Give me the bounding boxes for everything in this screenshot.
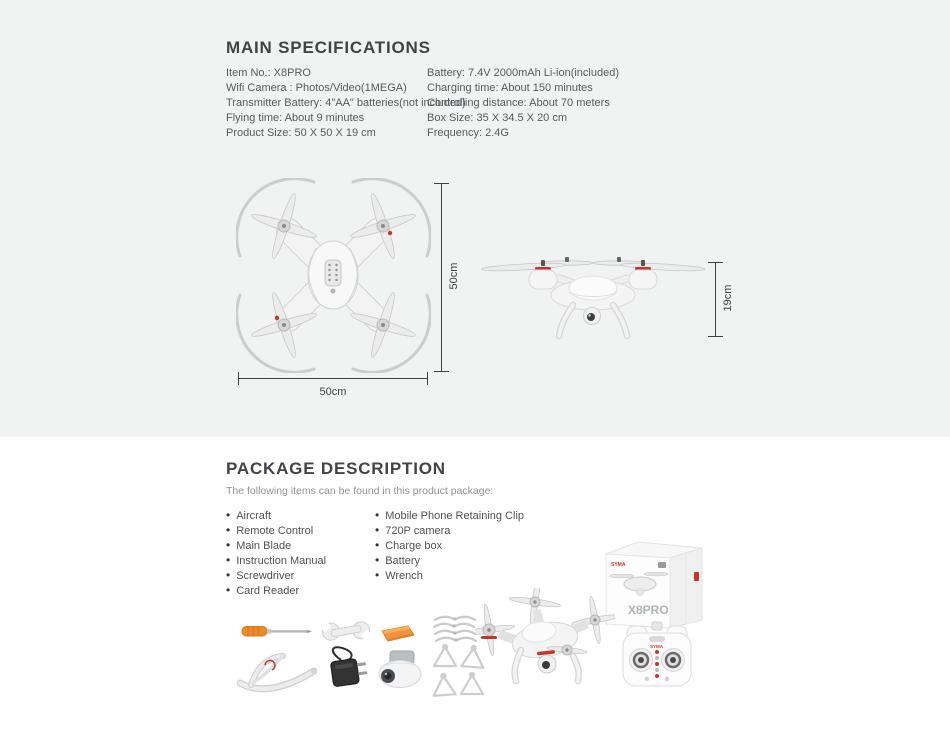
list-item: • Card Reader (226, 583, 326, 598)
main-blades-image (433, 612, 477, 642)
svg-text:SYMA: SYMA (650, 644, 664, 649)
spec-flying-time: Flying time: About 9 minutes (226, 112, 365, 124)
dim-label-50cm-vertical: 50cm (448, 262, 460, 290)
specs-title: MAIN SPECIFICATIONS (226, 38, 431, 57)
spec-box-size: Box Size: 35 X 34.5 X 20 cm (427, 112, 568, 124)
list-item: • Wrench (375, 568, 524, 583)
spec-charging-time: Charging time: About 150 minutes (427, 82, 593, 94)
specs-column-left (226, 66, 466, 141)
phone-clip-image (237, 645, 317, 695)
list-item: • Aircraft (226, 508, 326, 523)
spec-controlling-distance: Controlling distance: About 70 meters (427, 97, 610, 109)
list-item: • Remote Control (226, 523, 326, 538)
package-contents-image (225, 530, 725, 720)
package-subtitle: The following items can be found in this product package: (226, 485, 494, 497)
remote-control-image (621, 620, 693, 690)
specs-column-right (427, 66, 619, 141)
dim-line-width (238, 378, 428, 379)
dim-cap-bottom (434, 371, 449, 372)
dim-line-side-height (715, 262, 716, 337)
list-item: • Screwdriver (226, 568, 326, 583)
list-item: • Mobile Phone Retaining Clip (375, 508, 524, 523)
dim-line-height (441, 183, 442, 372)
dim-cap-side-bottom (708, 336, 723, 337)
list-item: • Main Blade (226, 538, 326, 553)
dim-cap-side-top (708, 262, 723, 263)
camera-image (375, 648, 423, 688)
dim-label-50cm-horizontal: 50cm (319, 386, 347, 398)
spec-item-no: Item No.: X8PRO (226, 67, 311, 79)
spec-battery: Battery: 7.4V 2000mAh Li-ion(included) (427, 67, 619, 79)
svg-text:SYMA: SYMA (611, 562, 626, 568)
dimension-diagram (0, 160, 950, 420)
landing-gear-image (430, 642, 486, 700)
list-item: • Charge box (375, 538, 524, 553)
svg-text:X8PRO: X8PRO (628, 603, 669, 617)
package-title: PACKAGE DESCRIPTION (226, 459, 446, 478)
charger-image (319, 646, 371, 690)
aircraft-image (475, 588, 615, 688)
screwdriver-image (241, 623, 313, 639)
spec-product-size: Product Size: 50 X 50 X 19 cm (226, 127, 376, 139)
charge-box-image (380, 624, 416, 644)
drone-side-view-image (479, 247, 707, 342)
dim-cap-right (427, 372, 428, 385)
list-item: • Battery (375, 553, 524, 568)
package-description-section (0, 437, 950, 745)
dim-cap-left (238, 372, 239, 385)
dim-cap-top (434, 183, 449, 184)
list-item: • 720P camera (375, 523, 524, 538)
dim-label-19cm: 19cm (722, 284, 734, 312)
list-item: • Instruction Manual (226, 553, 326, 568)
spec-wifi-camera: Wifi Camera : Photos/Video(1MEGA) (226, 82, 407, 94)
wrench-image (321, 618, 371, 644)
spec-transmitter-battery: Transmitter Battery: 4"AA" batteries(not included) (226, 97, 466, 109)
spec-frequency: Frequency: 2.4G (427, 127, 509, 139)
drone-top-view-image (236, 178, 431, 373)
